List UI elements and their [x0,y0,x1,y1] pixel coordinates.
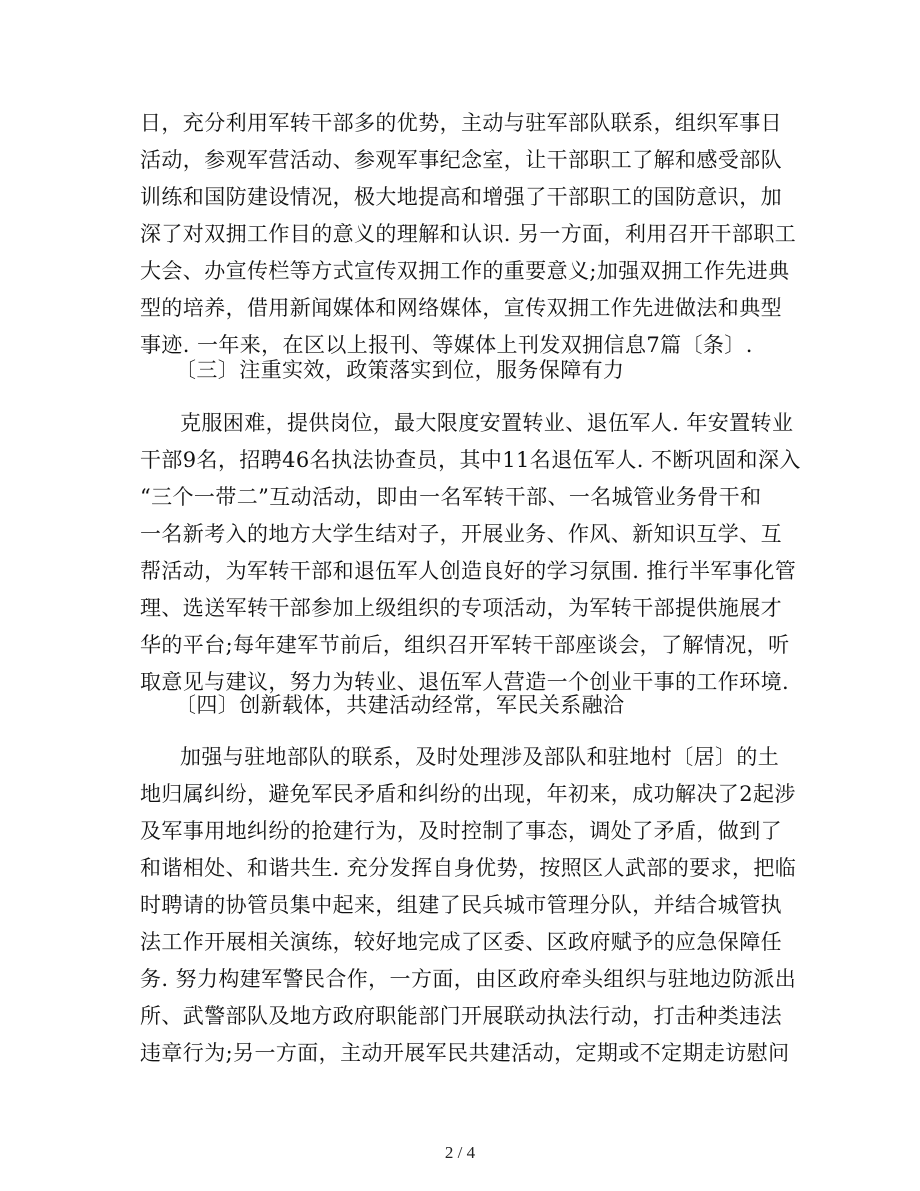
text-line: 深了对双拥工作目的意义的理解和认识. 另一方面，利用召开干部职工 [140,222,797,246]
text-line: 日，充分利用军转干部多的优势，主动与驻军部队联系，组织军事日 [140,111,782,135]
text-line: 所、武警部队及地方政府职能部门开展联动执法行动，打击种类违法 [140,1004,782,1028]
text-line: 及军事用地纠纷的抢建行为，及时控制了事态，调处了矛盾，做到了 [140,819,782,843]
text-line: 华的平台;每年建军节前后，组织召开军转干部座谈会，了解情况，听 [140,633,790,657]
text-line: 一名新考入的地方大学生结对子，开展业务、作风、新知识互学、互 [140,522,782,546]
page-number: 2 / 4 [444,1143,476,1162]
text-line: 务. 努力构建军警民合作，一方面，由区政府牵头组织与驻地边防派出 [140,967,797,991]
text-line: 地归属纠纷，避免军民矛盾和纠纷的出现，年初来，成功解决了2起涉 [140,782,796,806]
text-line: 理、选送军转干部参加上级组织的专项活动，为军转干部提供施展才 [140,596,782,620]
text-line: 和谐相处、和谐共生. 充分发挥自身优势，按照区人武部的要求，把临 [140,856,797,880]
text-line: 干部9名，招聘46名执法协查员，其中11名退伍军人. 不断巩固和深入 [140,448,801,472]
text-line: “三个一带二”互动活动，即由一名军转干部、一名城管业务骨干和 [140,485,762,509]
text-line: 大会、办宣传栏等方式宣传双拥工作的重要意义;加强双拥工作先进典 [140,259,790,283]
text-line: 时聘请的协管员集中起来，组建了民兵城市管理分队，并结合城管执 [140,893,782,917]
text-line: 克服困难，提供岗位，最大限度安置转业、退伍军人. 年安置转业 [180,411,794,435]
text-line: 违章行为;另一方面，主动开展军民共建活动，定期或不定期走访慰问 [140,1041,790,1065]
text-line: 活动，参观军营活动、参观军事纪念室，让干部职工了解和感受部队 [140,148,782,172]
text-line: 事迹. 一年来，在区以上报刊、等媒体上刊发双拥信息7篇〔条〕. [140,333,753,357]
text-line: 型的培养，借用新闻媒体和网络媒体，宣传双拥工作先进做法和典型 [140,296,782,320]
text-line: 取意见与建议，努力为转业、退伍军人营造一个创业干事的工作环境. [140,670,790,694]
section-heading: 〔三〕注重实效，政策落实到位，服务保障有力 [175,358,625,382]
section-heading: 〔四〕创新载体，共建活动经常，军民关系融洽 [175,693,625,717]
text-line: 法工作开展相关演练，较好地完成了区委、区政府赋予的应急保障任 [140,930,782,954]
text-line: 训练和国防建设情况，极大地提高和增强了干部职工的国防意识，加 [140,185,782,209]
text-line: 加强与驻地部队的联系，及时处理涉及部队和驻地村〔居〕的土 [180,745,780,769]
text-line: 帮活动，为军转干部和退伍军人创造良好的学习氛围. 推行半军事化管 [140,559,797,583]
